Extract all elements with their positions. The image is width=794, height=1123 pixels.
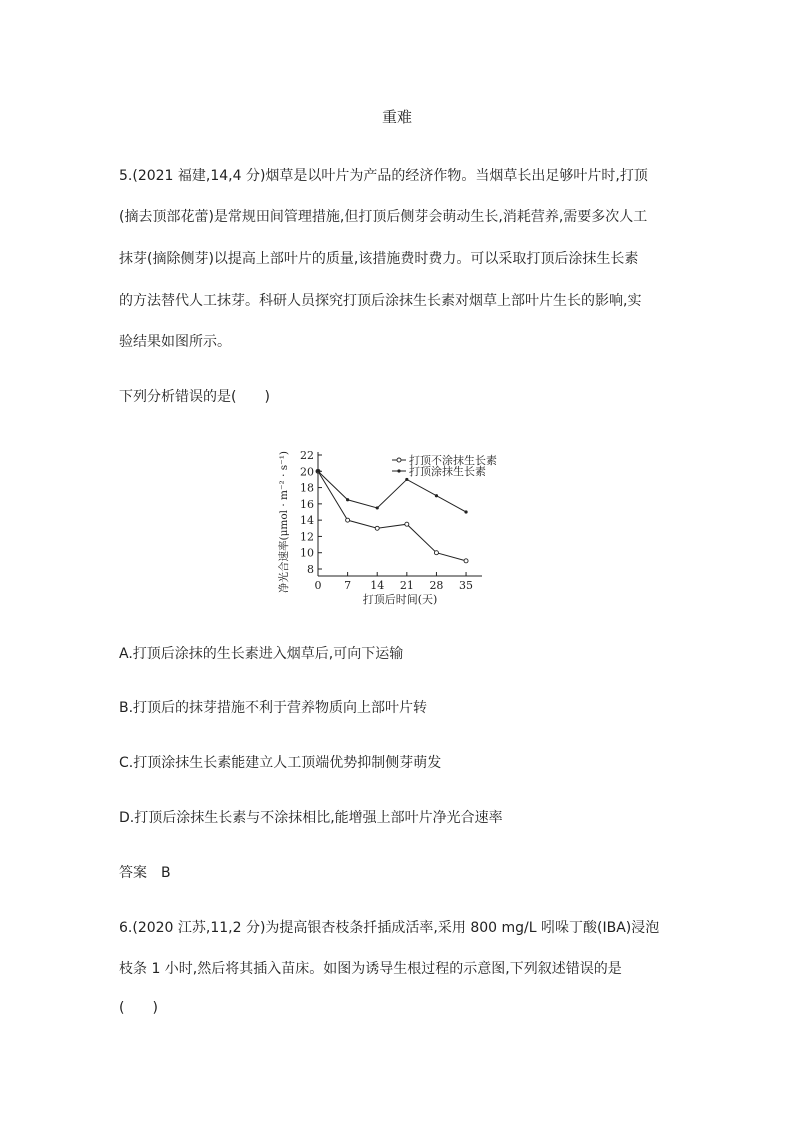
q6-line-1: 6.(2020 江苏,11,2 分)为提高银杏枝条扦插成活率,采用 800 mg/L 吲哚丁酸(IBA)浸泡 [119, 920, 660, 936]
legend-marker [397, 458, 401, 462]
data-point [316, 470, 319, 473]
q5-line-4: 的方法替代人工抹芽。科研人员探究打顶后涂抹生长素对烟草上部叶片生长的影响,实 [119, 293, 642, 309]
x-tick-label: 0 [314, 579, 322, 592]
q5-line-3: 抹芽(摘除侧芽)以提高上部叶片的质量,该措施费时费力。可以采取打顶后涂抹生长素 [119, 251, 639, 267]
y-tick-label: 14 [300, 514, 314, 528]
y-tick-label: 12 [300, 530, 314, 544]
data-point [405, 522, 409, 526]
chart-series [316, 469, 468, 563]
y-tick-label: 8 [307, 563, 314, 576]
q5-line-5: 验结果如图所示。 [119, 334, 231, 350]
legend-marker [397, 469, 400, 472]
x-tick-label: 14 [370, 579, 385, 592]
x-ticks [315, 572, 474, 592]
data-point [376, 506, 379, 509]
q6-line-2: 枝条 1 小时,然后将其插入苗床。如图为诱导生根过程的示意图,下列叙述错误的是 [119, 961, 622, 977]
x-tick-label: 21 [399, 579, 414, 592]
option-a: A.打顶后涂抹的生长素进入烟草后,可向下运输 [119, 646, 404, 662]
data-point [375, 526, 379, 530]
y-tick-label: 20 [300, 465, 314, 479]
q6-paren [119, 1000, 158, 1016]
q5-prompt-close: ) [264, 389, 270, 405]
q6-paren-open: ( [119, 1000, 125, 1016]
answer-label: 答案 [119, 865, 147, 881]
data-point [464, 559, 468, 563]
data-point [405, 478, 408, 481]
q5-prompt [119, 386, 270, 406]
data-point [434, 551, 438, 555]
y-tick-label: 18 [300, 481, 314, 495]
y-tick-label: 16 [300, 497, 314, 511]
x-tick-label: 35 [459, 579, 474, 592]
y-tick-label: 10 [300, 546, 314, 560]
q5-line-1: 5.(2021 福建,14,4 分)烟草是以叶片为产品的经济作物。当烟草长出足够叶片时,打顶 [119, 168, 648, 184]
chart-legend [392, 453, 497, 478]
y-tick-label: 22 [300, 449, 314, 462]
photosynthesis-line-chart [270, 430, 500, 610]
x-tick-label: 7 [344, 579, 352, 592]
data-point [346, 498, 349, 501]
legend-label-2: 打顶涂抹生长素 [409, 465, 486, 478]
option-c: C.打顶涂抹生长素能建立人工顶端优势抑制侧芽萌发 [119, 755, 442, 771]
option-d: D.打顶后涂抹生长素与不涂抹相比,能增强上部叶片净光合速率 [119, 810, 503, 826]
data-point [464, 510, 467, 513]
answer-line [119, 862, 171, 882]
y-axis-label: 净光合速率(μmol · m⁻² · s⁻¹) [278, 450, 290, 594]
option-b: B.打顶后的抹芽措施不利于营养物质向上部叶片转 [119, 700, 428, 716]
x-tick-label: 28 [429, 579, 444, 592]
q6-paren-close: ) [152, 1000, 158, 1016]
section-title: 重难 [381, 108, 412, 126]
q5-line-2: (摘去顶部花蕾)是常规田间管理措施,但打顶后侧芽会萌动生长,消耗营养,需要多次人工 [119, 209, 648, 225]
x-axis-label: 打顶后时间(天) [362, 593, 438, 606]
q5-prompt-text: 下列分析错误的是( [119, 389, 237, 405]
answer-value: B [161, 865, 171, 881]
series-line-1 [318, 471, 466, 561]
data-point [435, 494, 438, 497]
legend-label-1: 打顶不涂抹生长素 [409, 454, 497, 467]
y-ticks [300, 449, 322, 576]
data-point [346, 518, 350, 522]
